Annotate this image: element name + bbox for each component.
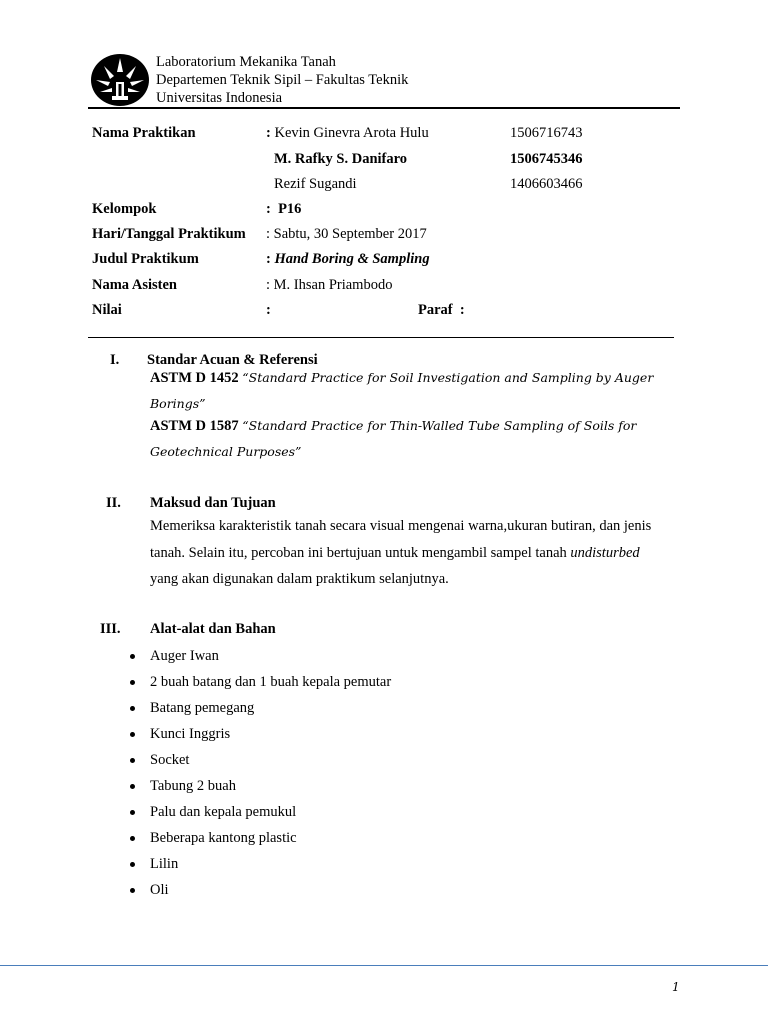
reference-2-title-line2: Geotechnical Purposes” — [150, 444, 302, 459]
grade-value: : — [266, 302, 271, 318]
bullet-icon — [130, 706, 135, 711]
member-2-name: M. Rafky S. Danifaro — [274, 151, 408, 167]
makara-ui-logo-icon — [90, 52, 150, 108]
reference-1-title-line2: Borings” — [150, 396, 206, 411]
header-rule — [88, 107, 680, 109]
reference-1 — [150, 365, 690, 417]
bullet-icon — [130, 758, 135, 763]
title-label: Judul Praktikum — [92, 251, 199, 267]
member-3-npm: 1406603466 — [510, 176, 583, 192]
title-value: : Hand Boring & Sampling — [266, 251, 430, 267]
page-number: 1 — [672, 980, 680, 994]
bullet-icon — [130, 654, 135, 659]
bullet-icon — [130, 784, 135, 789]
group-label: Kelompok — [92, 201, 157, 217]
reference-2 — [150, 413, 690, 465]
member-2-npm: 1506745346 — [510, 151, 583, 167]
department-name: Departemen Teknik Sipil – Fakultas Teknik — [156, 72, 409, 88]
reference-1-title-line1: “Standard Practice for Soil Investigation and Sampling by Auger — [242, 370, 654, 385]
date-value: : Sabtu, 30 September 2017 — [266, 226, 427, 242]
reference-2-code: ASTM D 1587 — [150, 418, 239, 434]
assistant-value: : M. Ihsan Priambodo — [266, 277, 393, 293]
bullet-icon — [130, 732, 135, 737]
bullet-icon — [130, 680, 135, 685]
info-rule — [88, 337, 674, 338]
member-1-npm: 1506716743 — [510, 125, 583, 141]
signature-label: Paraf : — [418, 302, 465, 318]
name-label: Nama Praktikan — [92, 125, 196, 141]
section-2-paragraph — [150, 513, 710, 593]
section-3-number: III. — [100, 621, 121, 637]
reference-1-code: ASTM D 1452 — [150, 370, 239, 386]
group-value: : P16 — [266, 201, 302, 217]
reference-2-title-line1: “Standard Practice for Thin-Walled Tube Sampling of Soils for — [242, 418, 637, 433]
bullet-icon — [130, 810, 135, 815]
lab-name: Laboratorium Mekanika Tanah — [156, 54, 336, 70]
footer-rule — [0, 965, 768, 966]
section-1-number: I. — [110, 352, 120, 368]
bullet-icon — [130, 862, 135, 867]
bullet-icon — [130, 888, 135, 893]
section-3-title: Alat-alat dan Bahan — [150, 621, 276, 637]
section-2-number: II. — [106, 495, 121, 511]
section-2-line-3: yang akan digunakan dalam praktikum selanjutnya. — [150, 571, 449, 587]
section-1-title: Standar Acuan & Referensi — [147, 352, 318, 368]
grade-label: Nilai — [92, 302, 122, 318]
bullet-icon — [130, 836, 135, 841]
assistant-label: Nama Asisten — [92, 277, 177, 293]
section-2-line-1: Memeriksa karakteristik tanah secara visual mengenai warna,ukuran butiran, dan jenis — [150, 518, 652, 534]
university-name: Universitas Indonesia — [156, 90, 283, 106]
date-label: Hari/Tanggal Praktikum — [92, 226, 246, 242]
section-2-title: Maksud dan Tujuan — [150, 495, 276, 511]
section-2-line-2: tanah. Selain itu, percoban ini bertujuan untuk mengambil sampel tanah undisturbed — [150, 544, 640, 561]
member-1-name: : Kevin Ginevra Arota Hulu — [266, 125, 429, 141]
member-3-name: Rezif Sugandi — [274, 176, 357, 192]
